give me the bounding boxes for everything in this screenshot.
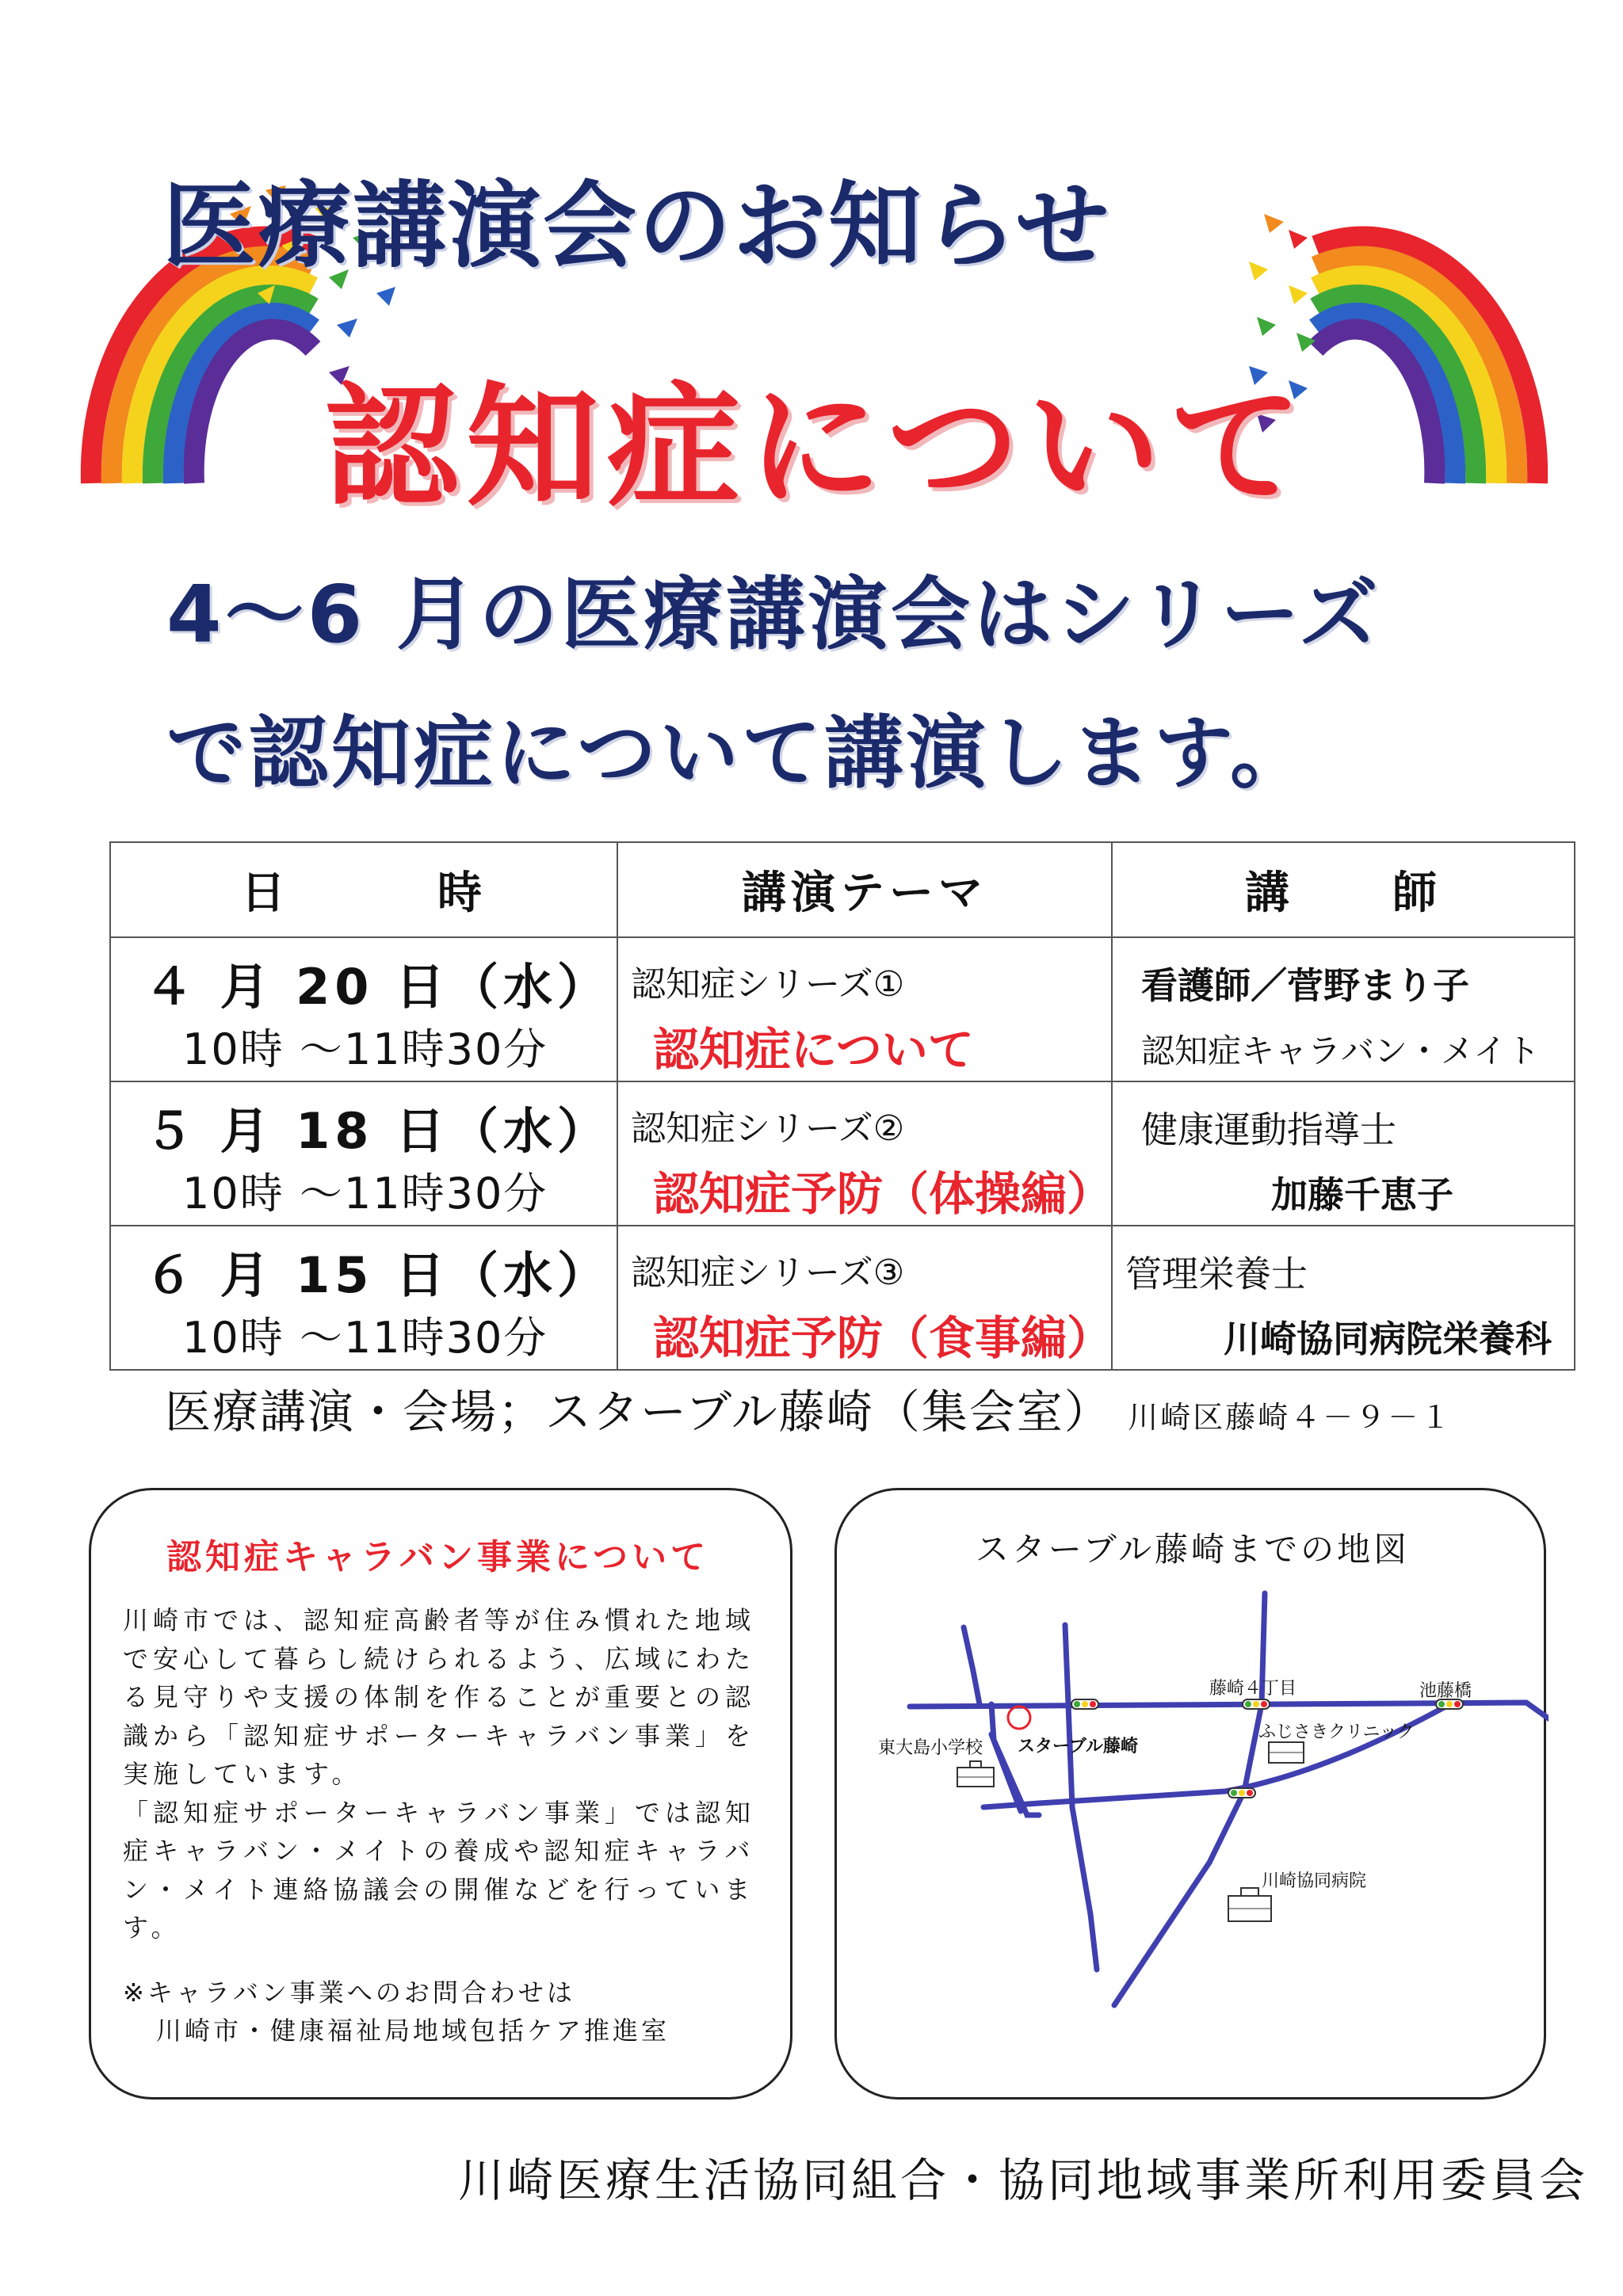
theme-title: 認知症について (653, 1023, 974, 1077)
lecture-date: ６ 月 15 日（水） (144, 1246, 612, 1304)
map-label-hospital: 川崎協同病院 (1262, 1871, 1367, 1891)
main-title: 認知症について (325, 369, 1310, 524)
speaker-name: 認知症キャラバン・メイト (1141, 1032, 1541, 1070)
map-label-clinic: ふじさきクリニック (1258, 1722, 1415, 1742)
map-label-ikefuji: 池藤橋 (1419, 1681, 1472, 1701)
table-header-row (110, 842, 1575, 937)
table-row (110, 1226, 1575, 1370)
venue-text: 医療講演・会場；スターブル藤崎（集会室） (165, 1385, 1112, 1439)
speaker-cell (1112, 937, 1575, 1081)
theme-title: 認知症予防（体操編） (653, 1167, 1113, 1221)
contact-line-2: 川崎市・健康福祉局地域包括ケア推進室 (156, 2016, 670, 2046)
speaker-name: 加藤千恵子 (1271, 1173, 1453, 1216)
traffic-light-icon (1243, 1699, 1270, 1709)
series-label: 認知症シリーズ② (631, 1108, 905, 1149)
caravan-description (123, 1601, 773, 1947)
series-label: 認知症シリーズ① (631, 964, 905, 1005)
speaker-name: 川崎協同病院栄養科 (1224, 1318, 1552, 1360)
map-box (834, 1488, 1546, 2100)
lecture-time: 10時 〜11時30分 (182, 1169, 548, 1219)
series-label: 認知症シリーズ③ (631, 1253, 905, 1293)
map-title: スターブル藤崎までの地図 (975, 1530, 1411, 1569)
caravan-info-box (89, 1488, 792, 2100)
contact-line-1: ※キャラバン事業へのお問合わせは (123, 1978, 575, 2008)
venue-info (165, 1375, 1453, 1441)
map-label-fujisaki4: 藤崎４丁目 (1209, 1679, 1297, 1699)
speaker-role: 管理栄養士 (1125, 1253, 1308, 1295)
theme-cell (617, 1226, 1112, 1370)
intro-line-2: で認知症について講演します。 (166, 707, 1312, 799)
lecture-time: 10時 〜11時30分 (182, 1024, 548, 1074)
schedule-table (109, 841, 1575, 1371)
map-roads (910, 1593, 1549, 2005)
access-map (837, 1490, 1549, 2102)
header-theme: 講演テーマ (617, 842, 1112, 937)
lower-road (983, 1706, 1447, 1807)
theme-cell (617, 937, 1112, 1081)
caravan-contact (123, 1974, 670, 2050)
school-building-icon (957, 1761, 994, 1787)
clinic-building-icon (1269, 1742, 1304, 1763)
table-row (110, 937, 1575, 1081)
caravan-paragraph-1: 川崎市では、認知症高齢者等が住み慣れた地域で安心して暮らし続けられるよう、広域にわたる見守りや支援の体制を作ることが重要との認識から「認知症サポーターキャラバン事業」を実施しています。 (123, 1605, 756, 1789)
table-row (110, 1081, 1575, 1226)
starble-marker-icon (1008, 1707, 1030, 1729)
organizer-footer: 川崎医療生活協同組合・協同地域事業所利用委員会 (458, 2153, 1589, 2207)
theme-title: 認知症予防（食事編） (653, 1311, 1113, 1365)
speaker-role: 看護師／菅野まり子 (1141, 964, 1469, 1007)
theme-cell (617, 1081, 1112, 1226)
lecture-date: ４ 月 20 日（水） (144, 958, 612, 1016)
intro-line-1: 4〜6 月の医療講演会はシリーズ (166, 568, 1381, 661)
map-label-starble: スターブル藤崎 (1018, 1737, 1139, 1756)
header-speaker: 講 師 (1112, 842, 1575, 937)
hospital-building-icon (1228, 1888, 1271, 1921)
date-cell (110, 1081, 617, 1226)
caravan-paragraph-2: 「認知症サポーターキャラバン事業」では認知症キャラバン・メイトの養成や認知症キャラバン・メイト連絡協議会の開催などを行っています。 (123, 1797, 756, 1943)
speaker-cell (1112, 1226, 1575, 1370)
header-datetime: 日 時 (110, 842, 617, 937)
caravan-title: 認知症キャラバン事業について (166, 1537, 710, 1577)
date-cell (110, 937, 617, 1081)
lecture-date: ５ 月 18 日（水） (144, 1102, 612, 1160)
speaker-cell (1112, 1081, 1575, 1226)
date-cell (110, 1226, 617, 1370)
map-label-school: 東大島小学校 (878, 1738, 983, 1758)
venue-address: 川崎区藤崎４－９－１ (1128, 1400, 1453, 1435)
lecture-time: 10時 〜11時30分 (182, 1313, 548, 1363)
notice-heading: 医療講演会のお知らせ (162, 171, 1111, 280)
traffic-light-icon (1071, 1699, 1098, 1709)
traffic-light-icon (1228, 1788, 1255, 1798)
speaker-role: 健康運動指導士 (1141, 1108, 1396, 1151)
